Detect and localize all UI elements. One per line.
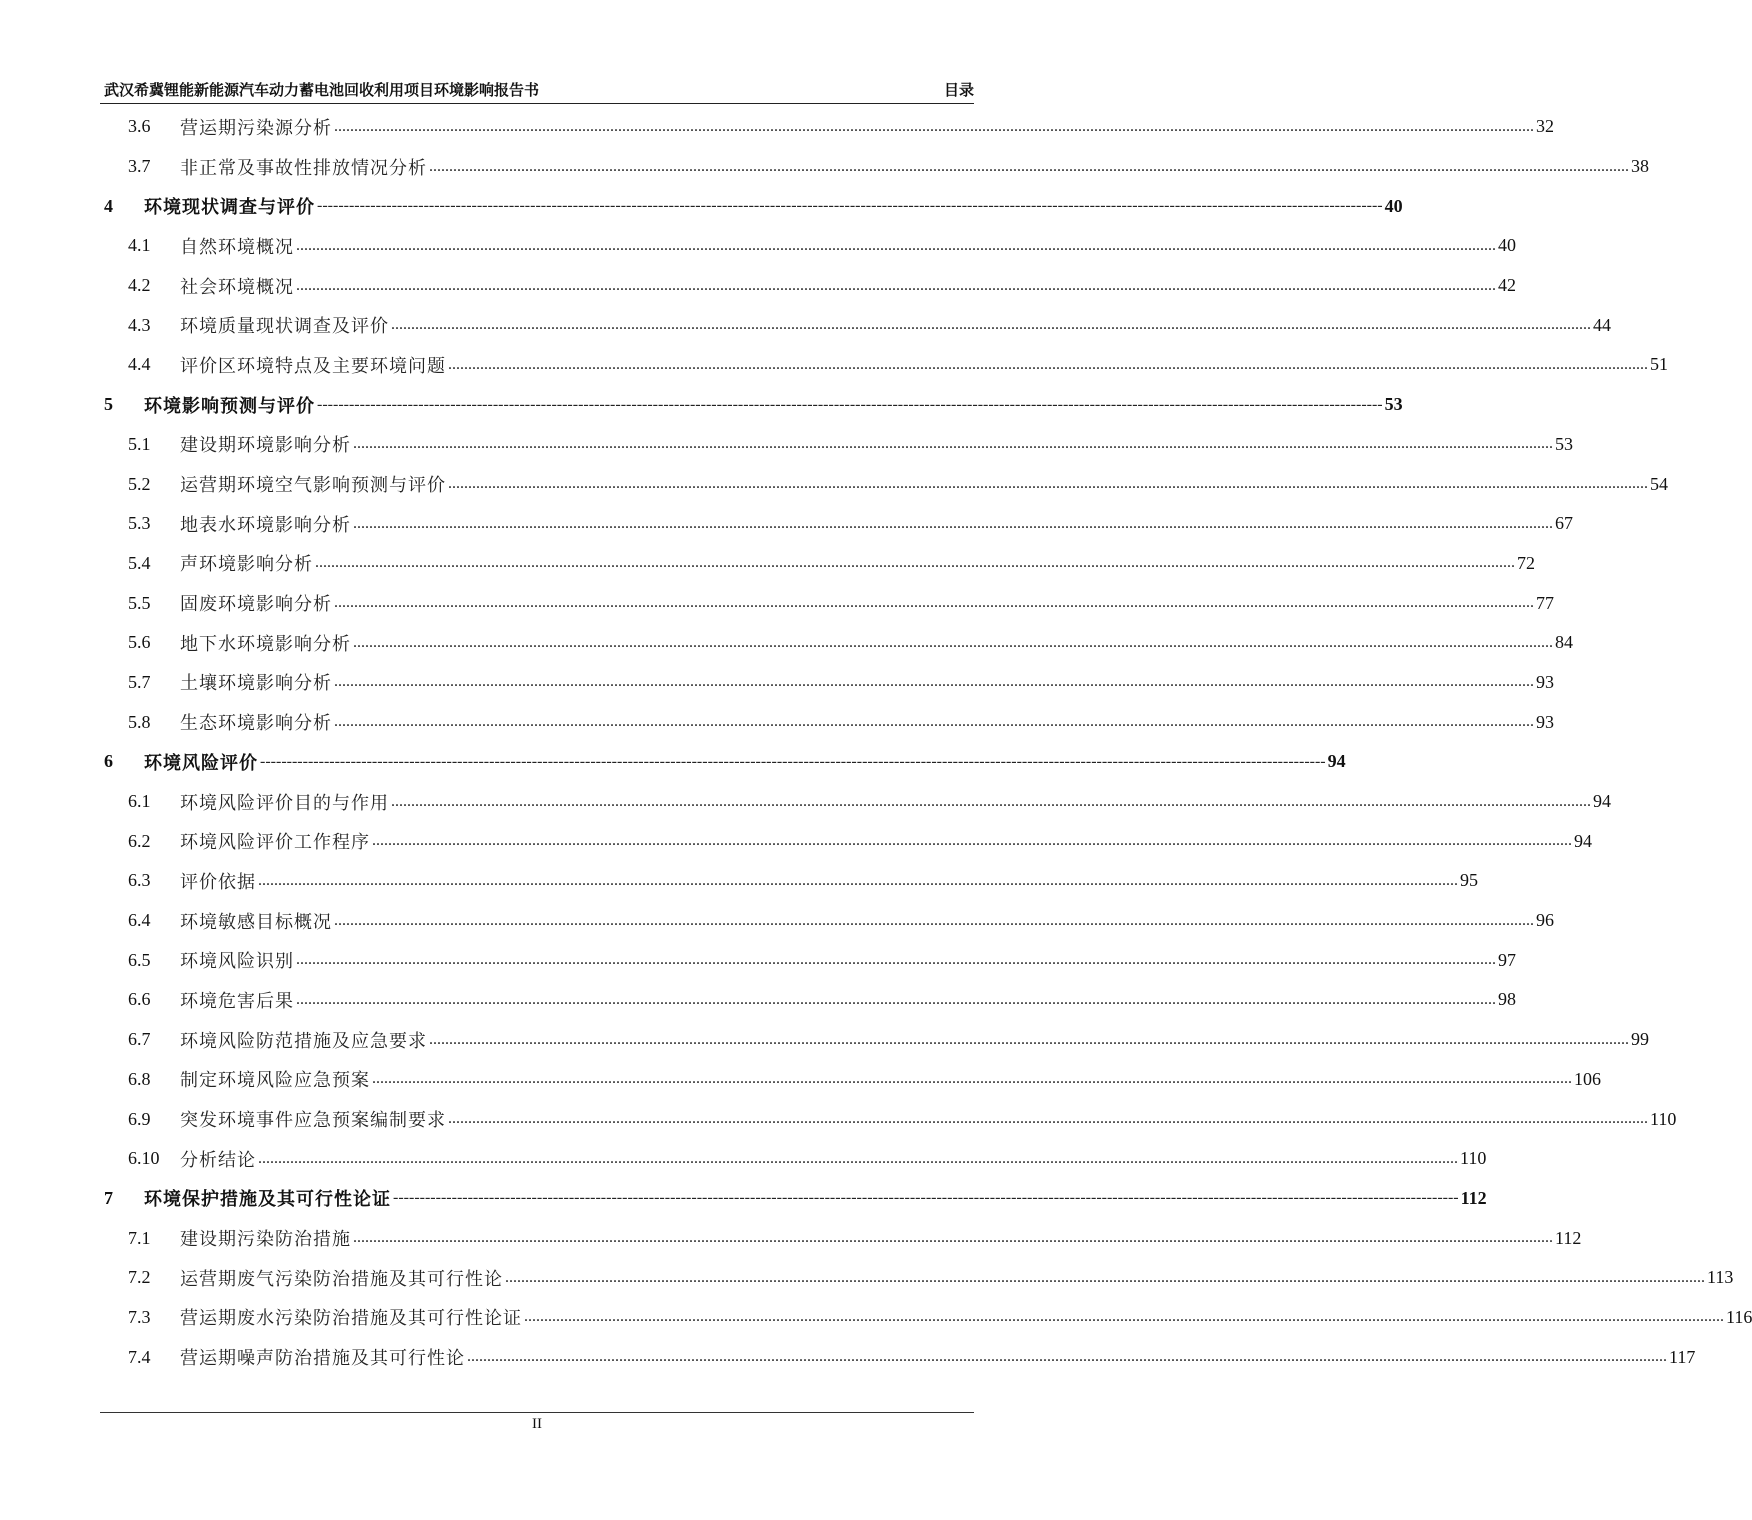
toc-entry-page: 94 (1574, 830, 1592, 851)
toc-dot-leader: ............................................................................................................................................................................................................................................................................................................ (353, 435, 1553, 453)
toc-entry-title: 生态环境影响分析 (180, 713, 332, 735)
toc-entry-title: 地下水环境影响分析 (180, 633, 351, 655)
toc-entry-page: 112 (1555, 1227, 1582, 1248)
toc-entry-page: 112 (1460, 1187, 1487, 1208)
toc-entry-page: 51 (1650, 354, 1668, 375)
toc-entry-number: 7.4 (128, 1346, 151, 1367)
toc-dot-leader: ............................................................................................................................................................................................................................................................................................................ (334, 713, 1534, 731)
table-of-contents (100, 107, 1752, 1377)
toc-entry-title: 自然环境概况 (180, 236, 294, 258)
toc-dot-leader: ............................................................................................................................................................................................................................................................................................................ (372, 832, 1572, 850)
toc-section-entry[interactable] (100, 702, 1554, 742)
toc-entry-page: 99 (1631, 1029, 1649, 1050)
toc-entry-number: 6.1 (128, 791, 151, 812)
page-header (104, 76, 974, 100)
toc-entry-number: 5.6 (128, 632, 151, 653)
toc-dot-leader: ............................................................................................................................................................................................................................................................................................................ (524, 1308, 1724, 1326)
toc-entry-number: 7 (104, 1187, 113, 1208)
toc-entry-title: 环境质量现状调查及评价 (180, 316, 389, 338)
toc-section-entry[interactable] (100, 425, 1573, 465)
toc-entry-page: 93 (1536, 671, 1554, 692)
toc-section-entry[interactable] (100, 861, 1478, 901)
toc-dot-leader: ............................................................................................................................................................................................................................................................................................................ (448, 355, 1648, 373)
toc-section-entry[interactable] (100, 266, 1516, 306)
toc-entry-page: 54 (1650, 473, 1668, 494)
toc-entry-page: 113 (1707, 1267, 1734, 1288)
toc-entry-page: 67 (1555, 513, 1573, 534)
toc-section-entry[interactable] (100, 940, 1516, 980)
toc-section-entry[interactable] (100, 147, 1649, 187)
toc-entry-number: 5.1 (128, 433, 151, 454)
toc-dot-leader: ............................................................................................................................................................................................................................................................................................................ (391, 316, 1591, 334)
toc-entry-title: 分析结论 (180, 1149, 256, 1171)
toc-entry-title: 环境风险评价目的与作用 (180, 792, 389, 814)
section-label: 目录 (943, 81, 974, 99)
toc-dot-leader: ............................................................................................................................................................................................................................................................................................................ (258, 871, 1458, 889)
toc-section-entry[interactable] (100, 305, 1611, 345)
toc-entry-title: 评价依据 (180, 871, 256, 893)
toc-entry-number: 4.2 (128, 275, 151, 296)
toc-entry-page: 53 (1555, 433, 1573, 454)
toc-dot-leader: ............................................................................................................................................................................................................................................................................................................ (353, 633, 1553, 651)
toc-section-entry[interactable] (100, 464, 1668, 504)
toc-entry-title: 社会环境概况 (180, 276, 294, 298)
toc-entry-title: 非正常及事故性排放情况分析 (180, 157, 427, 179)
toc-entry-title: 营运期污染源分析 (180, 117, 332, 139)
toc-section-entry[interactable] (100, 107, 1554, 147)
toc-entry-number: 6.6 (128, 989, 151, 1010)
toc-section-entry[interactable] (100, 901, 1554, 941)
toc-dot-leader: ............................................................................................................................................................................................................................................................................................................ (296, 951, 1496, 969)
toc-entry-number: 6.3 (128, 870, 151, 891)
toc-entry-page: 110 (1650, 1108, 1677, 1129)
toc-entry-title: 制定环境风险应急预案 (180, 1070, 370, 1092)
toc-dot-leader: ............................................................................................................................................................................................................................................................................................................ (448, 1110, 1648, 1128)
toc-entry-number: 5.7 (128, 671, 151, 692)
toc-entry-page: 77 (1536, 592, 1554, 613)
toc-entry-page: 96 (1536, 910, 1554, 931)
toc-section-entry[interactable] (100, 980, 1516, 1020)
toc-entry-title: 突发环境事件应急预案编制要求 (180, 1110, 446, 1132)
toc-entry-title: 环境风险识别 (180, 951, 294, 973)
toc-entry-number: 5.5 (128, 592, 151, 613)
toc-entry-title: 固废环境影响分析 (180, 594, 332, 616)
toc-dot-leader: -------------------------------------------------------------------------------------------------------------------------------------------------------------------------------------------------------- (393, 1189, 1459, 1207)
toc-section-entry[interactable] (100, 1020, 1649, 1060)
page-number: II (532, 1416, 542, 1432)
toc-entry-page: 98 (1498, 989, 1516, 1010)
toc-entry-page: 32 (1536, 116, 1554, 137)
toc-entry-page: 110 (1460, 1148, 1487, 1169)
toc-chapter-entry[interactable] (100, 186, 1403, 226)
toc-dot-leader: ............................................................................................................................................................................................................................................................................................................ (296, 990, 1496, 1008)
toc-entry-title: 环境风险评价 (144, 752, 258, 774)
toc-section-entry[interactable] (100, 226, 1516, 266)
toc-entry-title: 地表水环境影响分析 (180, 514, 351, 536)
toc-dot-leader: ............................................................................................................................................................................................................................................................................................................ (448, 475, 1648, 493)
toc-entry-title: 评价区环境特点及主要环境问题 (180, 355, 446, 377)
toc-dot-leader: ............................................................................................................................................................................................................................................................................................................ (258, 1149, 1458, 1167)
toc-entry-title: 营运期噪声防治措施及其可行性论 (180, 1348, 465, 1370)
toc-dot-leader: ............................................................................................................................................................................................................................................................................................................ (505, 1268, 1705, 1286)
toc-entry-title: 声环境影响分析 (180, 554, 313, 576)
toc-chapter-entry[interactable] (100, 742, 1346, 782)
toc-entry-page: 40 (1384, 195, 1403, 216)
toc-entry-number: 3.6 (128, 116, 151, 137)
toc-dot-leader: ............................................................................................................................................................................................................................................................................................................ (372, 1070, 1572, 1088)
toc-entry-title: 环境风险评价工作程序 (180, 832, 370, 854)
toc-entry-number: 5.4 (128, 552, 151, 573)
toc-section-entry[interactable] (100, 1099, 1677, 1139)
toc-entry-page: 106 (1574, 1068, 1601, 1089)
toc-entry-title: 环境影响预测与评价 (144, 395, 315, 417)
toc-section-entry[interactable] (100, 1337, 1696, 1377)
toc-entry-title: 建设期污染防治措施 (180, 1229, 351, 1251)
toc-entry-title: 环境敏感目标概况 (180, 911, 332, 933)
toc-entry-number: 4.3 (128, 314, 151, 335)
document-title: 武汉希冀锂能新能源汽车动力蓄电池回收利用项目环境影响报告书 (104, 81, 540, 99)
toc-entry-number: 6.2 (128, 830, 151, 851)
toc-entry-title: 土壤环境影响分析 (180, 673, 332, 695)
toc-entry-title: 运营期废气污染防治措施及其可行性论 (180, 1268, 503, 1290)
toc-entry-number: 6 (104, 751, 113, 772)
toc-section-entry[interactable] (100, 663, 1554, 703)
toc-section-entry[interactable] (100, 583, 1554, 623)
toc-dot-leader: ............................................................................................................................................................................................................................................................................................................ (429, 157, 1629, 175)
toc-entry-number: 7.3 (128, 1306, 151, 1327)
toc-entry-page: 42 (1498, 275, 1516, 296)
toc-entry-number: 6.7 (128, 1029, 151, 1050)
toc-entry-page: 40 (1498, 235, 1516, 256)
toc-entry-page: 95 (1460, 870, 1478, 891)
toc-entry-page: 116 (1726, 1306, 1752, 1327)
toc-entry-number: 6.4 (128, 910, 151, 931)
toc-dot-leader: -------------------------------------------------------------------------------------------------------------------------------------------------------------------------------------------------------- (317, 197, 1383, 215)
footer-divider (100, 1412, 974, 1413)
toc-entry-page: 117 (1669, 1346, 1696, 1367)
toc-section-entry[interactable] (100, 504, 1573, 544)
toc-entry-page: 93 (1536, 711, 1554, 732)
toc-entry-title: 环境现状调查与评价 (144, 197, 315, 219)
toc-entry-number: 6.9 (128, 1108, 151, 1129)
toc-section-entry[interactable] (100, 821, 1592, 861)
toc-dot-leader: ............................................................................................................................................................................................................................................................................................................ (334, 117, 1534, 135)
toc-entry-page: 72 (1517, 552, 1535, 573)
toc-entry-title: 环境保护措施及其可行性论证 (144, 1189, 391, 1211)
toc-entry-page: 44 (1593, 314, 1611, 335)
toc-dot-leader: ............................................................................................................................................................................................................................................................................................................ (429, 1030, 1629, 1048)
toc-dot-leader: ............................................................................................................................................................................................................................................................................................................ (334, 911, 1534, 929)
toc-entry-number: 6.10 (128, 1148, 160, 1169)
toc-entry-number: 6.8 (128, 1068, 151, 1089)
toc-dot-leader: ............................................................................................................................................................................................................................................................................................................ (334, 673, 1534, 691)
toc-chapter-entry[interactable] (100, 1179, 1487, 1219)
toc-entry-title: 运营期环境空气影响预测与评价 (180, 475, 446, 497)
toc-section-entry[interactable] (100, 1298, 1752, 1338)
toc-entry-number: 4.4 (128, 354, 151, 375)
toc-entry-title: 营运期废水污染防治措施及其可行性论证 (180, 1308, 522, 1330)
toc-entry-number: 5.3 (128, 513, 151, 534)
toc-entry-number: 6.5 (128, 949, 151, 970)
toc-section-entry[interactable] (100, 623, 1573, 663)
toc-section-entry[interactable] (100, 1218, 1582, 1258)
toc-dot-leader: ............................................................................................................................................................................................................................................................................................................ (353, 514, 1553, 532)
toc-entry-title: 建设期环境影响分析 (180, 435, 351, 457)
toc-section-entry[interactable] (100, 782, 1611, 822)
toc-entry-title: 环境风险防范措施及应急要求 (180, 1030, 427, 1052)
toc-dot-leader: ............................................................................................................................................................................................................................................................................................................ (315, 554, 1515, 572)
toc-section-entry[interactable] (100, 1139, 1487, 1179)
toc-entry-page: 84 (1555, 632, 1573, 653)
toc-entry-number: 4.1 (128, 235, 151, 256)
toc-entry-number: 7.1 (128, 1227, 151, 1248)
toc-entry-number: 5 (104, 394, 113, 415)
toc-entry-number: 3.7 (128, 156, 151, 177)
toc-entry-page: 94 (1593, 791, 1611, 812)
toc-dot-leader: ............................................................................................................................................................................................................................................................................................................ (391, 792, 1591, 810)
toc-entry-page: 53 (1384, 394, 1403, 415)
toc-dot-leader: ............................................................................................................................................................................................................................................................................................................ (467, 1348, 1667, 1366)
toc-chapter-entry[interactable] (100, 385, 1403, 425)
toc-section-entry[interactable] (100, 544, 1535, 584)
toc-entry-page: 94 (1327, 751, 1346, 772)
toc-entry-number: 4 (104, 195, 113, 216)
toc-entry-page: 97 (1498, 949, 1516, 970)
toc-entry-number: 7.2 (128, 1267, 151, 1288)
toc-dot-leader: -------------------------------------------------------------------------------------------------------------------------------------------------------------------------------------------------------- (260, 752, 1326, 770)
toc-dot-leader: -------------------------------------------------------------------------------------------------------------------------------------------------------------------------------------------------------- (317, 395, 1383, 413)
toc-section-entry[interactable] (100, 1060, 1601, 1100)
toc-dot-leader: ............................................................................................................................................................................................................................................................................................................ (296, 236, 1496, 254)
toc-section-entry[interactable] (100, 345, 1668, 385)
toc-section-entry[interactable] (100, 1258, 1734, 1298)
header-divider (100, 103, 974, 104)
toc-dot-leader: ............................................................................................................................................................................................................................................................................................................ (353, 1229, 1553, 1247)
toc-dot-leader: ............................................................................................................................................................................................................................................................................................................ (296, 276, 1496, 294)
toc-dot-leader: ............................................................................................................................................................................................................................................................................................................ (334, 594, 1534, 612)
toc-entry-page: 38 (1631, 156, 1649, 177)
toc-entry-number: 5.2 (128, 473, 151, 494)
toc-entry-number: 5.8 (128, 711, 151, 732)
toc-entry-title: 环境危害后果 (180, 990, 294, 1012)
